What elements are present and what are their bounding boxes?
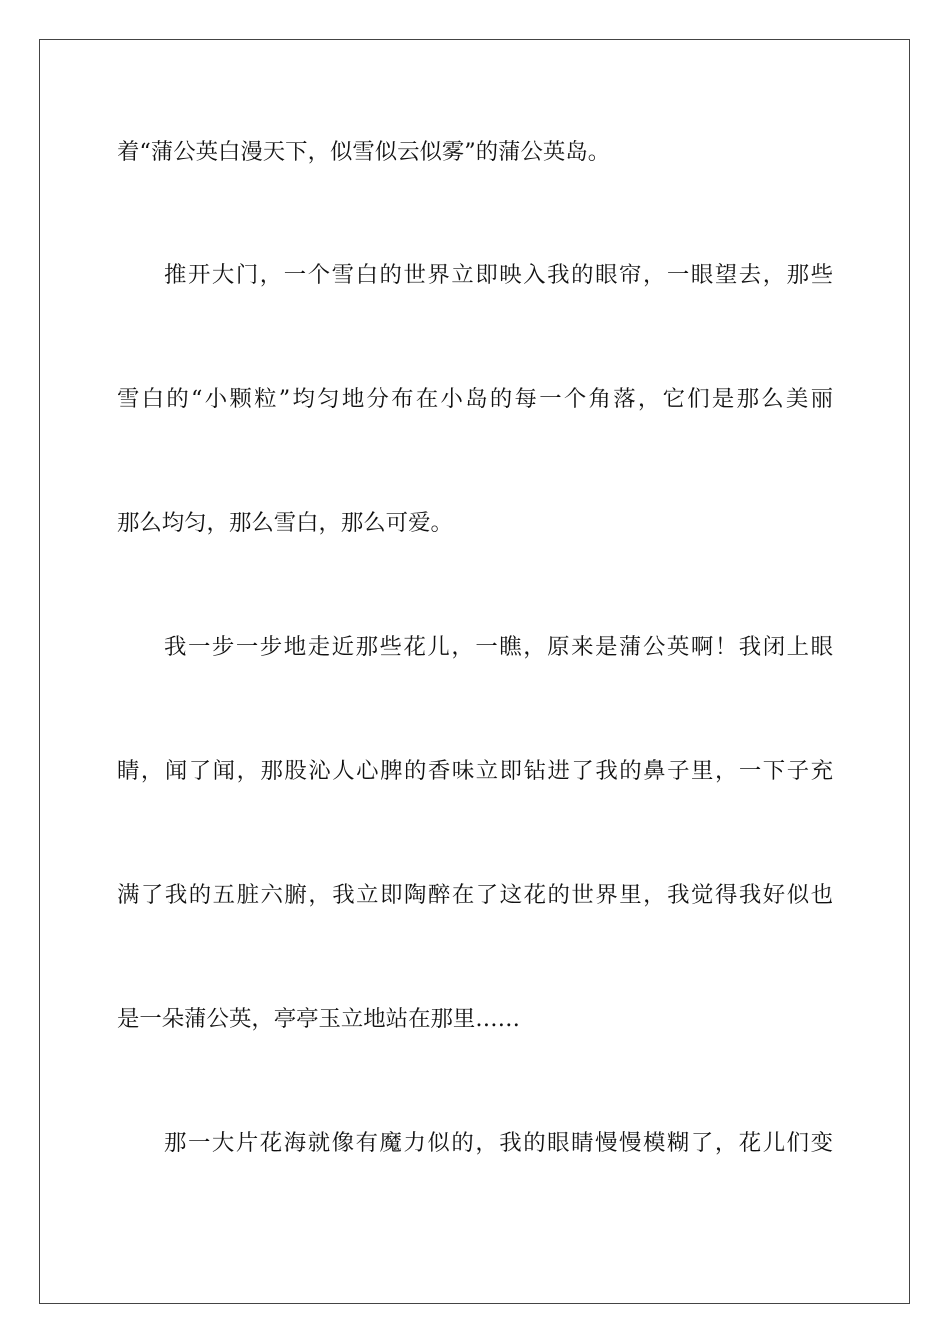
- text-line: 雪白的“小颗粒”均匀地分布在小岛的每一个角落，它们是那么美丽: [117, 386, 833, 412]
- text-line: 满了我的五脏六腑，我立即陶醉在了这花的世界里，我觉得我好似也: [117, 882, 833, 908]
- text-line: 那么均匀，那么雪白，那么可爱。: [117, 510, 453, 536]
- text-line: 着“蒲公英白漫天下，似雪似云似雾”的蒲公英岛。: [117, 139, 611, 165]
- text-line: 那一大片花海就像有魔力似的，我的眼睛慢慢模糊了，花儿们变: [164, 1130, 833, 1156]
- text-line: 我一步一步地走近那些花儿，一瞧，原来是蒲公英啊！我闭上眼: [164, 634, 833, 660]
- text-line: 推开大门，一个雪白的世界立即映入我的眼帘，一眼望去，那些: [164, 262, 833, 288]
- text-line: 睛，闻了闻，那股沁人心脾的香味立即钻进了我的鼻子里，一下子充: [117, 758, 833, 784]
- page-frame: [39, 39, 910, 1304]
- text-line: 是一朵蒲公英，亭亭玉立地站在那里……: [117, 1006, 521, 1032]
